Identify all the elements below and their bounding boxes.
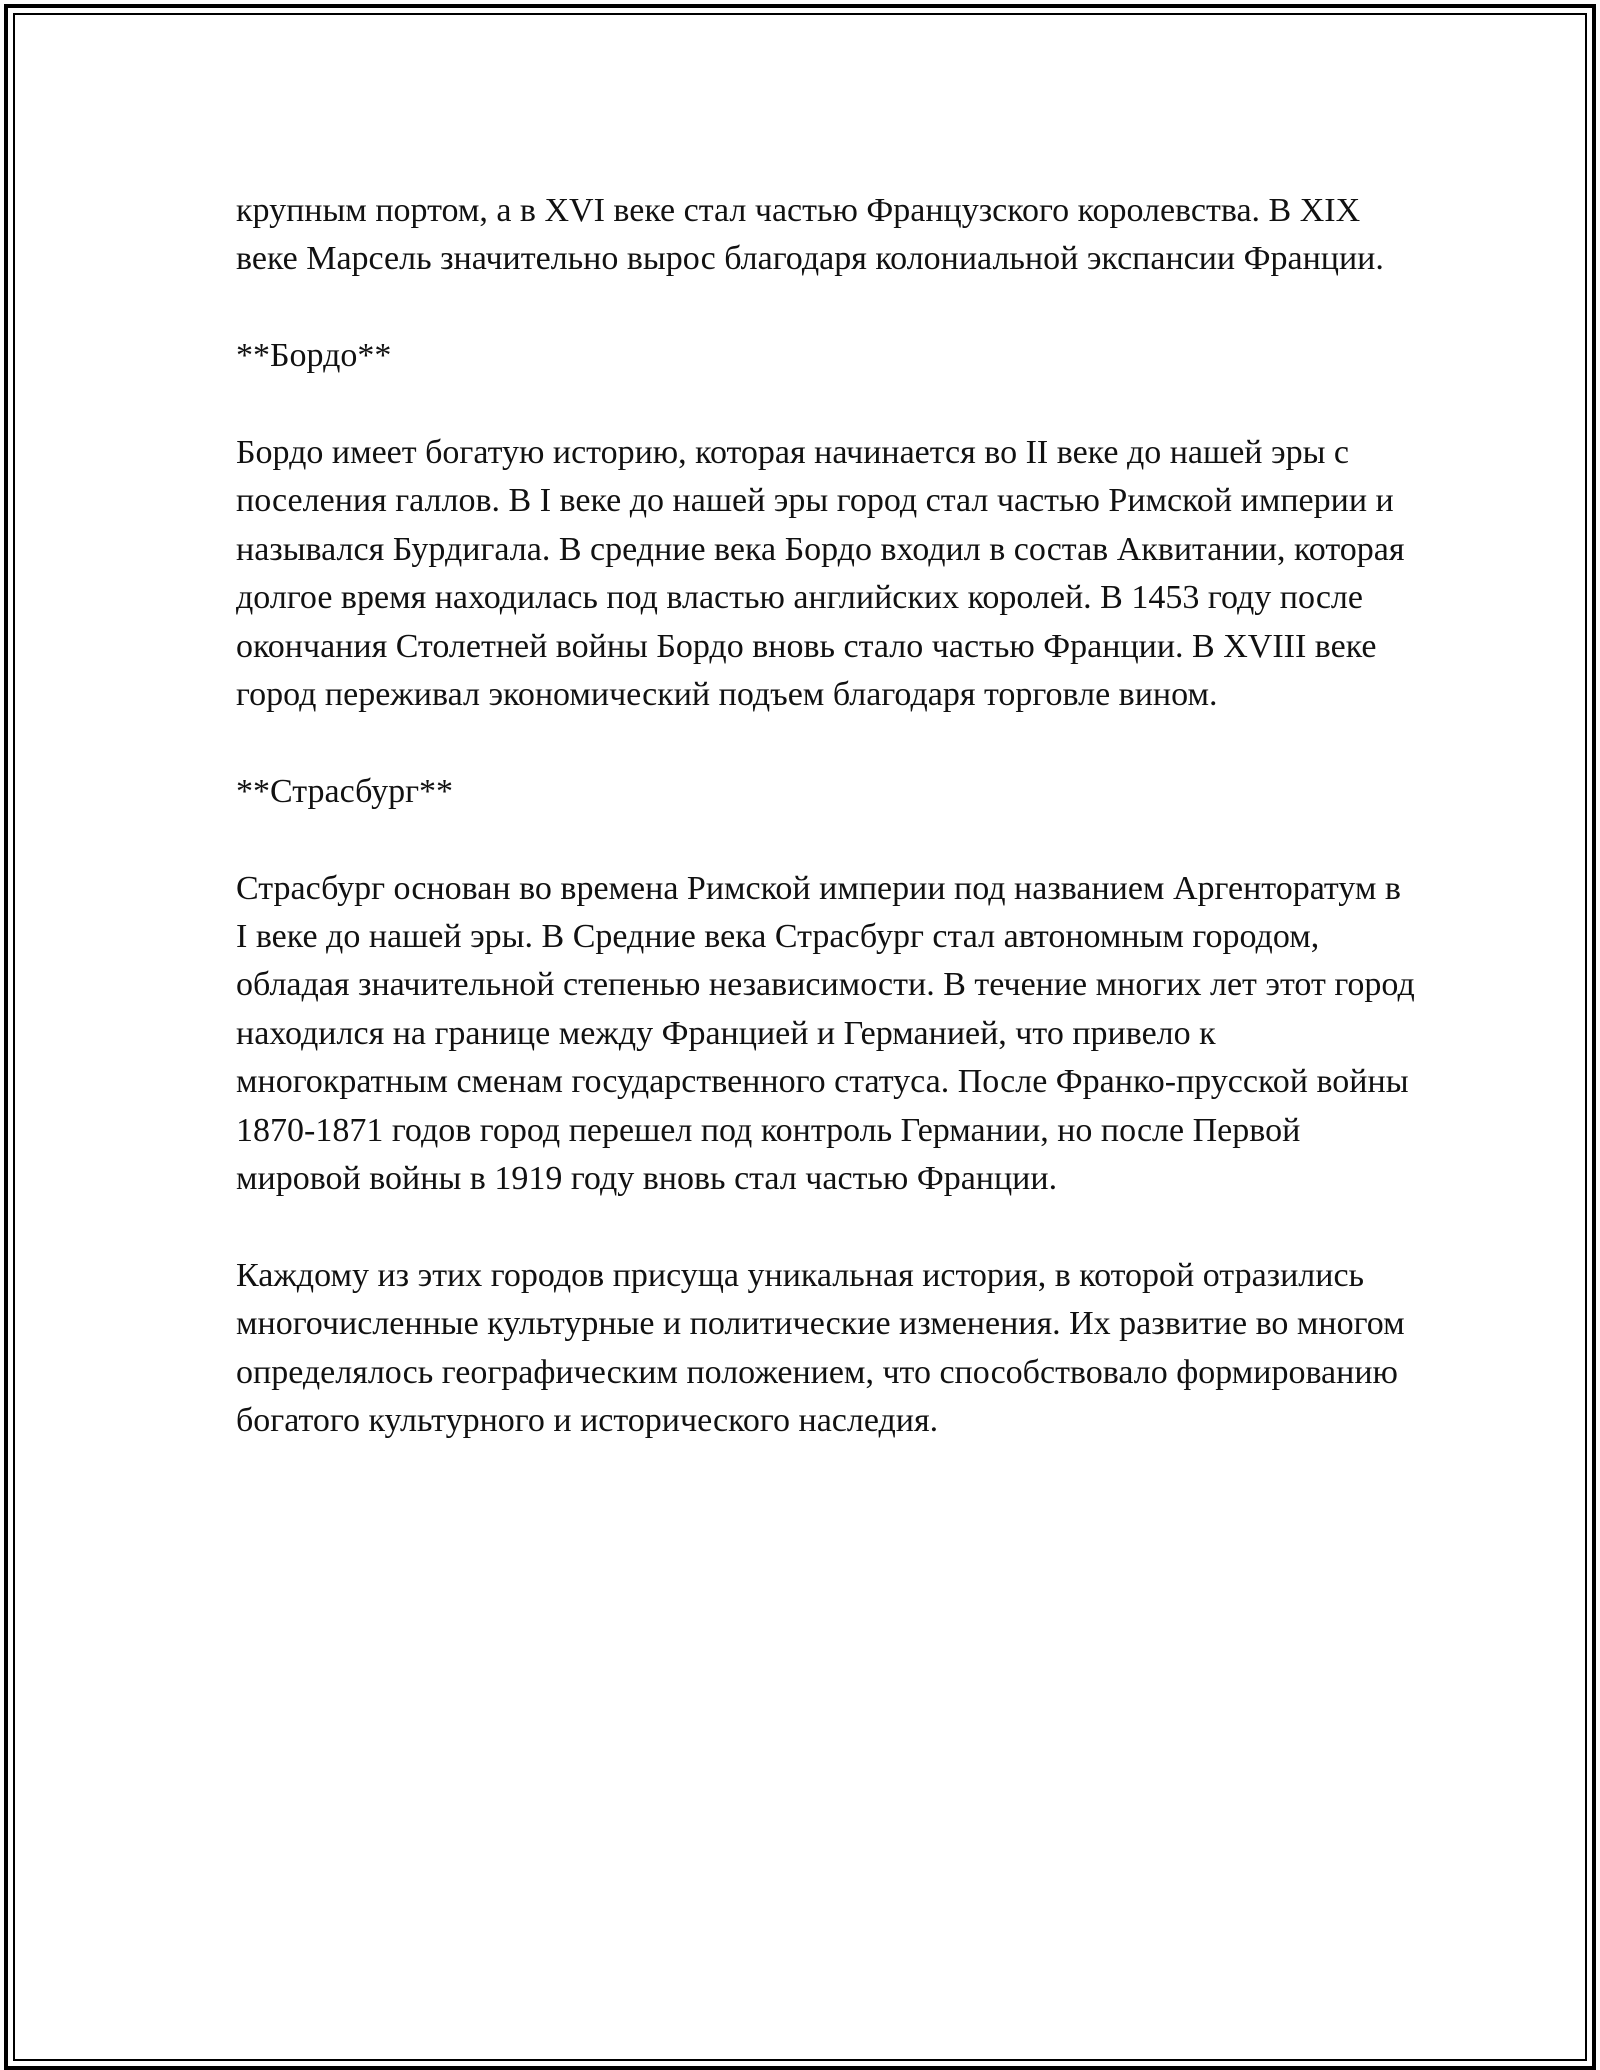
section-heading-bordeaux: **Бордо** — [236, 337, 392, 375]
bordeaux-paragraph: Бордо имеет богатую историю, которая начинается во II веке до нашей эры с поселения галлов. В I веке до нашей эры город стал частью Римской империи и назывался Бурдигала. В средние века Бордо входил в состав Аквитании, которая долгое время находилась под властью английских королей. В 1453 году после окончания Столетней войны Бордо вновь стало частью Франции. В XVIII веке город переживал экономический подъем благодаря торговле вином. — [236, 434, 1405, 714]
intro-paragraph: крупным портом, а в XVI веке стал частью Французского королевства. В XIX веке Марсель значительно вырос благодаря колониальной экспансии Франции. — [236, 192, 1384, 278]
conclusion-paragraph: Каждому из этих городов присуща уникальная история, в которой отразились многочисленные культурные и политические изменения. Их развитие во многом определялось географическим положением, что способствовало формированию богатого культурного и исторического наследия. — [236, 1256, 1405, 1440]
document-body — [236, 187, 1416, 1445]
strasbourg-paragraph: Страсбург основан во времена Римской империи под названием Аргенторатум в I веке до нашей эры. В Средние века Страсбург стал автономным городом, обладая значительной степенью независимости. В течение многих лет этот город находился на границе между Францией и Германией, что привело к многократным сменам государственного статуса. После Франко-прусской войны 1870-1871 годов город перешел под контроль Германии, но после Первой мировой войны в 1919 году вновь стал частью Франции. — [236, 869, 1415, 1198]
section-heading-strasbourg: **Страсбург** — [236, 772, 454, 810]
